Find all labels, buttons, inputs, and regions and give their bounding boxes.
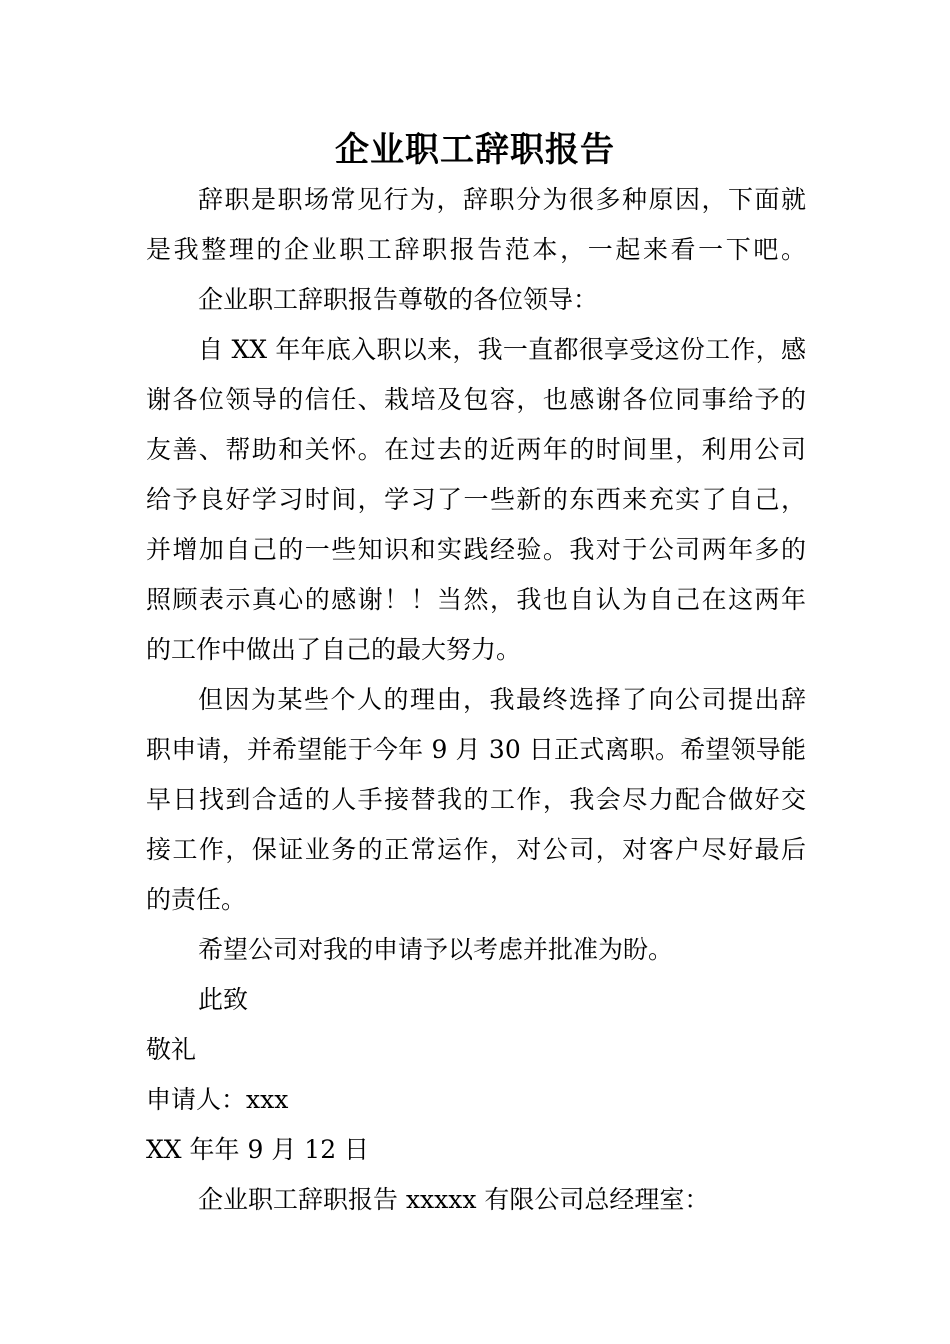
- paragraph-line: 照顾表示真心的感谢！！当然，我也自认为自己在这两年: [146, 585, 806, 614]
- paragraph-line: 但因为某些个人的理由，我最终选择了向公司提出辞: [198, 685, 806, 714]
- paragraph-line: 友善、帮助和关怀。在过去的近两年的时间里，利用公司: [146, 435, 806, 464]
- closing-line: 此致: [198, 985, 249, 1014]
- date-line: XX 年年 9 月 12 日: [146, 1135, 370, 1164]
- closing-line: 敬礼: [146, 1035, 197, 1064]
- paragraph-line: 给予良好学习时间，学习了一些新的东西来充实了自己，: [146, 485, 806, 514]
- salutation-line: 企业职工辞职报告 xxxxx 有限公司总经理室：: [198, 1185, 710, 1214]
- salutation-line: 企业职工辞职报告尊敬的各位领导：: [198, 285, 599, 314]
- paragraph-line: 谢各位领导的信任、栽培及包容，也感谢各位同事给予的: [146, 385, 806, 414]
- paragraph-line: 的工作中做出了自己的最大努力。: [146, 635, 522, 664]
- paragraph-line: 辞职是职场常见行为，辞职分为很多种原因，下面就: [198, 185, 806, 214]
- page-title: 企业职工辞职报告: [335, 130, 615, 170]
- paragraph-line: 早日找到合适的人手接替我的工作，我会尽力配合做好交: [146, 785, 806, 814]
- paragraph-line: 是我整理的企业职工辞职报告范本，一起来看一下吧。: [146, 235, 806, 264]
- applicant-line: 申请人：xxx: [146, 1085, 289, 1114]
- paragraph-line: 的责任。: [146, 885, 247, 914]
- paragraph-line: 接工作，保证业务的正常运作，对公司，对客户尽好最后: [146, 835, 806, 864]
- paragraph-line: 并增加自己的一些知识和实践经验。我对于公司两年多的: [146, 535, 806, 564]
- paragraph-line: 职申请，并希望能于今年 9 月 30 日正式离职。希望领导能: [146, 735, 806, 764]
- paragraph-line: 自 XX 年年底入职以来，我一直都很享受这份工作，感: [198, 335, 806, 364]
- paragraph-line: 希望公司对我的申请予以考虑并批准为盼。: [198, 935, 674, 964]
